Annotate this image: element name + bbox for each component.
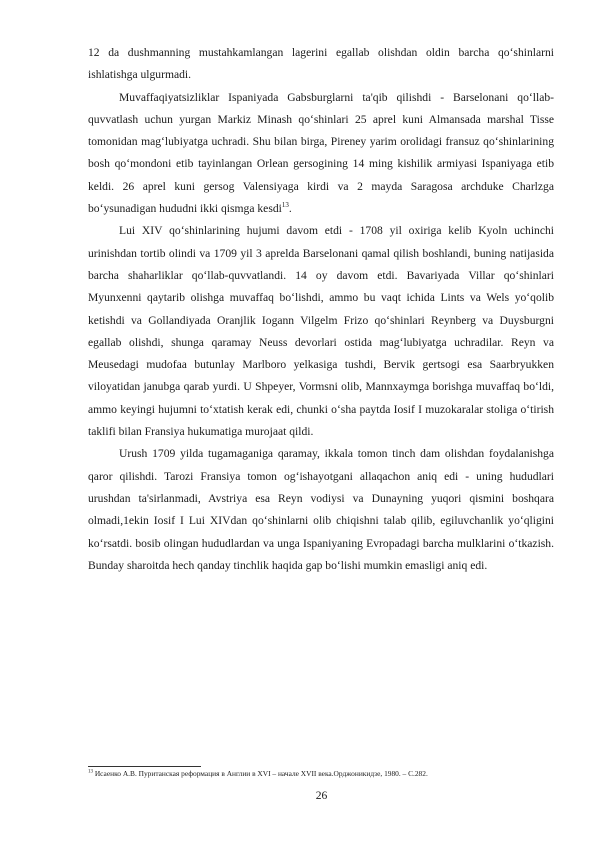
footnote-number: 13 <box>88 769 93 775</box>
footnote-separator <box>88 766 201 767</box>
paragraph-3: Lui XIV qo‘shinlarining hujumi davom etdi - 1708 yil oxiriga kelib Kyoln uchinchi urinishdan tortib olindi va 1709 yil 3 aprelda Barselonani qamal qilish boshlandi, buning natijasida barcha shaharliklar qo‘llab-quvvatlandi. 14 oy davom etdi. Bavariyada Villar qo‘shinlari Myunxenni qaytarib olishga muvaffaq bo‘lishdi, ammo bu vaqt ichida Lints va Wels yo‘qolib ketishdi va Gollandiyada Oranjlik Iogann Vilgelm Frizo qo‘shinlari Reynberg va Duysburgni egallab olishdi, shunga qaramay Neuss devorlari ostida mag‘lubiyatga uchradilar. Reyn va Meusedagi mudofaa butunlay Marlboro yelkasiga tushdi, Bervik gertsogi esa Saarbryukken viloyatidan janubga qarab yurdi. U Shpeyer, Vormsni olib, Mannxaymga borishga muvaffaq bo‘ldi, ammo keyingi hujumni to‘xtatish kerak edi, chunki o‘sha paytda Iosif I muzokaralar stoliga o‘tirish taklifi bilan Fransiya hukumatiga murojaat qildi. <box>88 224 554 439</box>
footnote-reference[interactable]: 13 <box>281 201 289 210</box>
paragraph-2-end: . <box>288 202 292 216</box>
paragraph-2 <box>88 87 554 221</box>
footnote-text: Исаенко А.В. Пуританская реформация в Англии в XVI – начале XVII века.Орджоникидзе, 1980. – С.282. <box>93 769 428 778</box>
paragraph-2-text: Muvaffaqiyatsizliklar Ispaniyada Gabsburglarni ta'qib qilishdi - Barselonani qo‘llab-quvvatlash uchun yurgan Markiz Minash qo‘shinlari 25 aprel kuni Almansada marshal Tisse tomonidan mag‘lubiyatga uchradi. Shu bilan birga, Pireney yarim orolidagi fransuz qo‘shinlarining bosh qo‘mondoni etib tayinlangan Orlean gersogining 14 ming kishilik armiyasi Ispaniyaga etib keldi. 26 aprel kuni gersog Valensiyaga kirdi va 2 mayda Saragosa archduke Charlzga bo‘ysunadigan hududni ikki qismga kesdi <box>88 90 554 216</box>
paragraph-1: 12 da dushmanning mustahkamlangan lagerini egallab olishdan oldin barcha qo‘shinlarni ishlatishga ulgurmadi. <box>88 46 554 82</box>
document-body <box>88 42 554 577</box>
footnote <box>88 769 568 779</box>
page-number: 26 <box>315 789 328 802</box>
paragraph-4: Urush 1709 yilda tugamaganiga qaramay, ikkala tomon tinch dam olishdan foydalanishga qaror qilishdi. Tarozi Fransiya tomon og‘ishayotgani allaqachon aniq edi - uning hududlari urushdan ta'sirlanmadi, Avstriya esa Reyn vodiysi va Dunayning yuqori qismini boshqara olmadi,1ekin Iosif I Lui XIVdan qo‘shinlarni olib chiqishni talab qilib, egiluvchanlik yo‘qligini ko‘rsatdi. bosib olingan hududlardan va unga Ispaniyaning Evropadagi barcha mulklarini o‘tkazish. Bunday sharoitda hech qanday tinchlik haqida gap bo‘lishi mumkin emasligi aniq edi. <box>88 447 554 572</box>
